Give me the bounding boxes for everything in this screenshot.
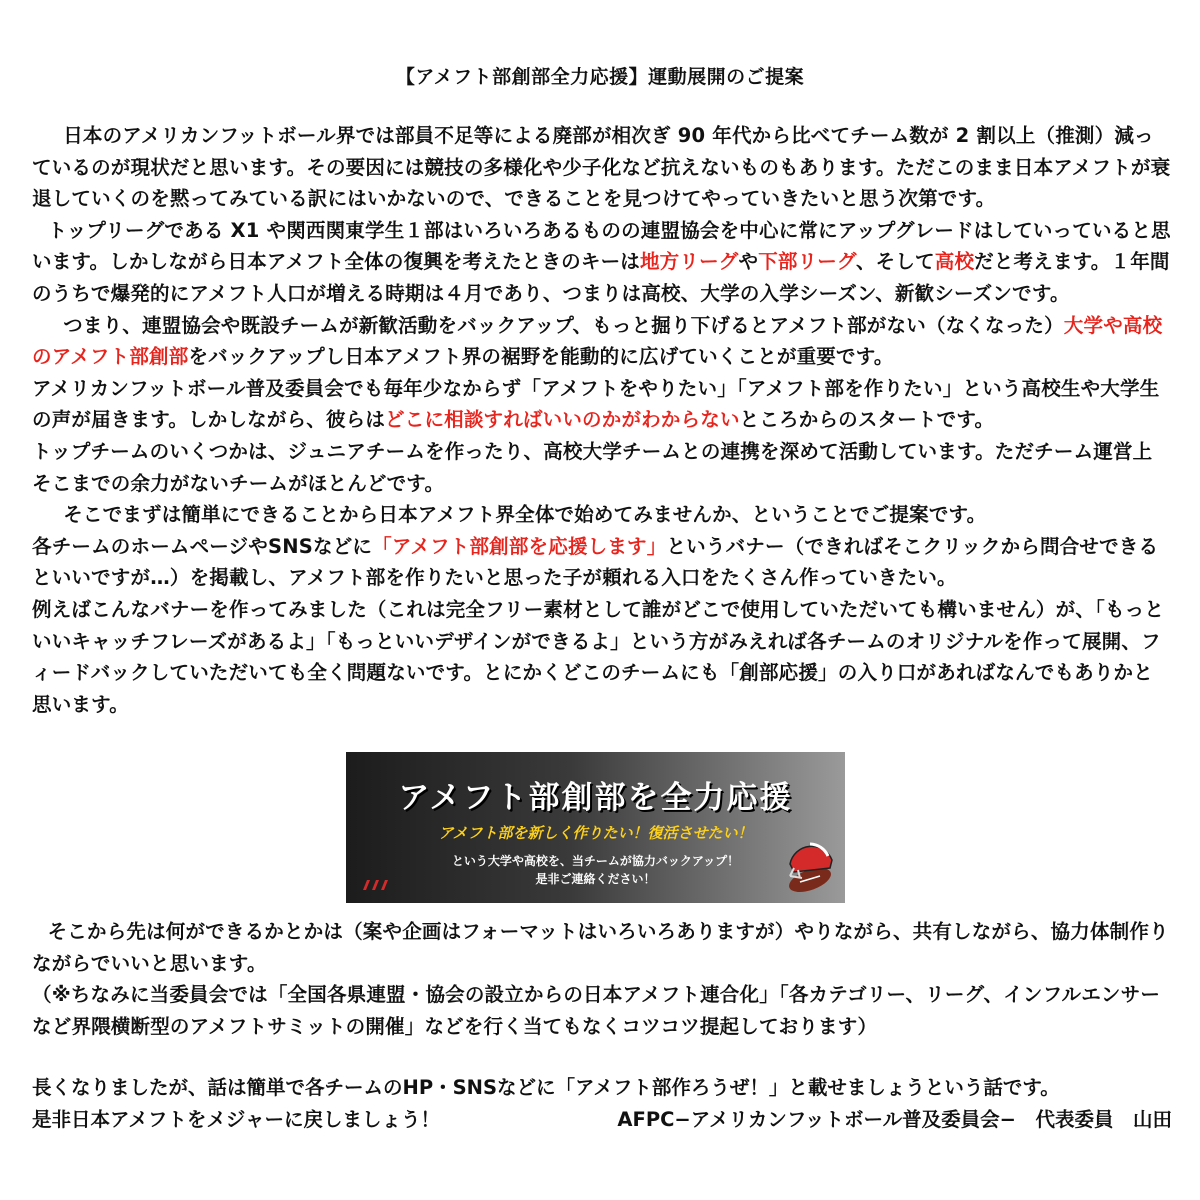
banner-line-2: 是非ご連絡ください！	[535, 872, 656, 886]
banner-subtitle: アメフト部を新しく作りたい！復活させたい！	[438, 824, 753, 842]
football-helmet-icon	[780, 834, 840, 894]
closing-section	[32, 1072, 1172, 1135]
paragraph-proposal: そこでまずは簡単にできることから日本アメフト界全体で始めてみませんか、ということでご提案です。	[63, 503, 987, 527]
highlight-club-founding: 大学や高校のアメフト部創部	[32, 313, 1163, 369]
paragraph-banner-idea	[32, 531, 1172, 594]
paragraph-next-steps: そこから先は何ができるかとかは（案や企画はフォーマットはいろいろありますが）やりながら、共有しながら、協力体制作りながらでいいと思います。	[32, 920, 1169, 975]
document-title: 【アメフト部創部全力応援】運動展開のご提案	[395, 66, 805, 88]
signature-row	[32, 1104, 1172, 1136]
signature: AFPC−アメリカンフットボール普及委員会− 代表委員 山田	[617, 1107, 1172, 1131]
text-segment: つまり、連盟協会や既設チームが新歓活動をバックアップ、もっと掘り下げるとアメフト部がない（なくなった）	[63, 313, 1064, 337]
text-segment: や	[738, 250, 759, 274]
highlight-support-banner: 「アメフト部創部を応援します」	[372, 534, 667, 558]
paragraph-sample-banner: 例えばこんなバナーを作ってみました（これは完全フリー素材として誰がどこで使用していただいても構いません）が、「もっといいキャッチフレーズがあるよ」「もっといいデザインができるよ」という方がみえれば各チームのオリジナルを作って展開、フィードバックしていただいても全く問題ないです。とにかくどこのチームにも「創部応援」の入り口があればなんでもありかと思います。	[32, 597, 1165, 716]
follow-up-section	[32, 916, 1172, 1042]
highlight-no-contact: どこに相談すればいいのかがわからない	[385, 408, 740, 432]
text-segment: 、そして	[855, 250, 935, 274]
paragraph-backup	[32, 310, 1172, 373]
closing-line: 長くなりましたが、話は簡単で各チームのHP・SNSなどに「アメフト部作ろうぜ！」と載せましょうという話です。	[32, 1076, 1060, 1099]
paragraph-intro: 日本のアメリカンフットボール界では部員不足等による廃部が相次ぎ 90 年代から比べてチーム数が 2 割以上（推測）減っているのが現状だと思います。その要因には競技の多様化や少子化など抗えないものもあります。ただこのまま日本アメフトが衰退していくのを黙ってみている訳にはいかないので、できることを見つけてやっていきたいと思う次第です。	[32, 124, 1171, 211]
stripes-icon	[360, 880, 390, 890]
text-segment: というバナー（できればそこクリックから問合せできるといいですが…）を掲載し、アメフト部を作りたいと思った子が頼れる入口をたくさん作っていきたい。	[32, 534, 1159, 590]
text-segment: 各チームのホームページやSNSなどに	[32, 534, 373, 558]
support-banner[interactable]	[346, 752, 845, 903]
paragraph-note: （※ちなみに当委員会では「全国各県連盟・協会の設立からの日本アメフト連合化」「各カテゴリー、リーグ、インフルエンサーなど界隈横断型のアメフトサミットの開催」などを行く当てもなくコツコツ提起しております）	[32, 983, 1161, 1038]
highlight-regional-league: 地方リーグ	[639, 250, 739, 274]
text-segment: アメリカンフットボール普及委員会でも毎年少なからず「アメフトをやりたい」「アメフト部を作りたい」という高校生や大学生の声が届きます。しかしながら、彼らは	[32, 376, 1160, 432]
text-segment: トップリーグである X1 や関西関東学生１部はいろいろあるものの連盟協会を中心に常にアップグレードはしていっていると思います。しかしながら日本アメフト全体の復興を考えたときのキーは	[32, 218, 1171, 274]
paragraph-key-leagues	[32, 215, 1172, 310]
proposal-body	[32, 120, 1172, 720]
text-segment: をバックアップし日本アメフト界の裾野を能動的に広げていくことが重要です。	[188, 345, 894, 369]
text-segment: だと考えます。１年間のうちで爆発的にアメフト人口が増える時期は４月であり、つまりは高校、大学の入学シーズン、新歓シーズンです。	[32, 250, 1170, 305]
paragraph-top-teams: トップチームのいくつかは、ジュニアチームを作ったり、高校大学チームとの連携を深めて活動しています。ただチーム運営上そこまでの余力がないチームがほとんどです。	[32, 439, 1153, 495]
closing-call: 是非日本アメフトをメジャーに戻しましょう！	[32, 1107, 440, 1131]
banner-line-1: という大学や高校を、当チームが協力バックアップ！	[451, 854, 740, 868]
highlight-lower-league: 下部リーグ	[758, 250, 856, 274]
banner-title: アメフト部創部を全力応援	[398, 780, 793, 816]
paragraph-voices	[32, 373, 1172, 436]
highlight-high-school: 高校	[934, 250, 975, 274]
text-segment: ところからのスタートです。	[739, 408, 995, 432]
